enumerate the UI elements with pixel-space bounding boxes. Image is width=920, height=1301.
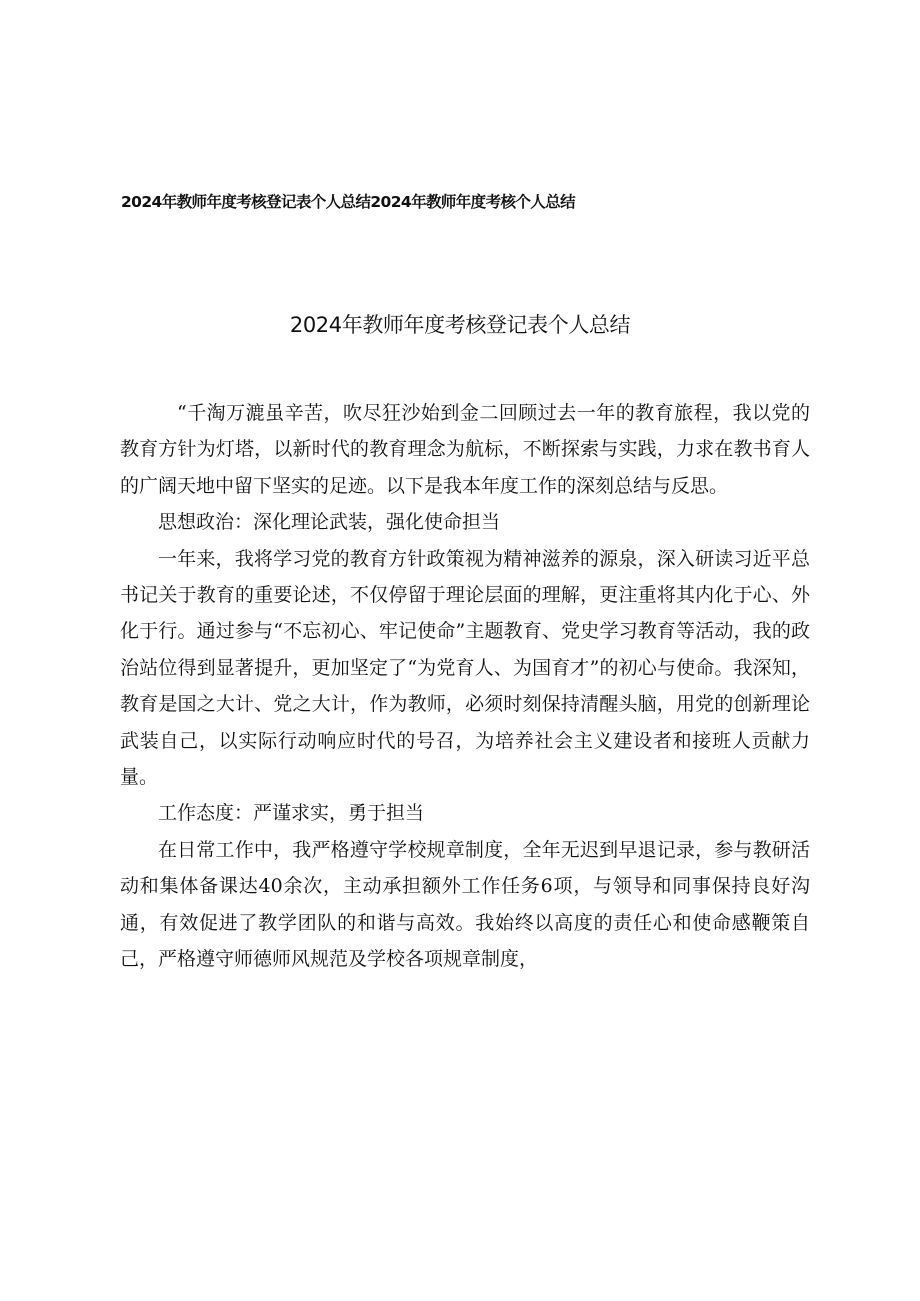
document-body [120,395,810,978]
section-heading-work-attitude: 工作态度：严谨求实，勇于担当 [158,802,425,825]
document-header-line: 2024年教师年度考核登记表个人总结2024年教师年度考核个人总结 [121,193,575,211]
work-attitude-paragraph: 在日常工作中，我严格遵守学校规章制度，全年无迟到早退记录，参与教研活动和集体备课达40余次，主动承担额外工作任务6项，与领导和同事保持良好沟通，有效促进了教学团队的和谐与高效。我始终以高度的责任心和使命感鞭策自己，严格遵守师德师风规范及学校各项规章制度， [120,838,810,971]
intro-paragraph: “千淘万漉虽辛苦，吹尽狂沙始到金二回顾过去一年的教育旅程，我以党的教育方针为灯塔，以新时代的教育理念为航标，不断探索与实践，力求在教书育人的广阔天地中留下坚实的足迹。以下是我本年度工作的深刻总结与反思。 [120,402,810,497]
section-heading-politics: 思想政治：深化理论武装，强化使命担当 [158,511,501,534]
politics-paragraph: 一年来，我将学习党的教育方针政策视为精神滋养的源泉，深入研读习近平总书记关于教育的重要论述，不仅停留于理论层面的理解，更注重将其内化于心、外化于行。通过参与“不忘初心、牢记使命”主题教育、党史学习教育等活动，我的政治站位得到显著提升，更加坚定了“为党育人、为国育才”的初心与使命。我深知，教育是国之大计、党之大计，作为教师，必须时刻保持清醒头脑，用党的创新理论武装自己，以实际行动响应时代的号召，为培养社会主义建设者和接班人贡献力量。 [120,547,810,789]
document-title: 2024年教师年度考核登记表个人总结 [289,313,631,337]
